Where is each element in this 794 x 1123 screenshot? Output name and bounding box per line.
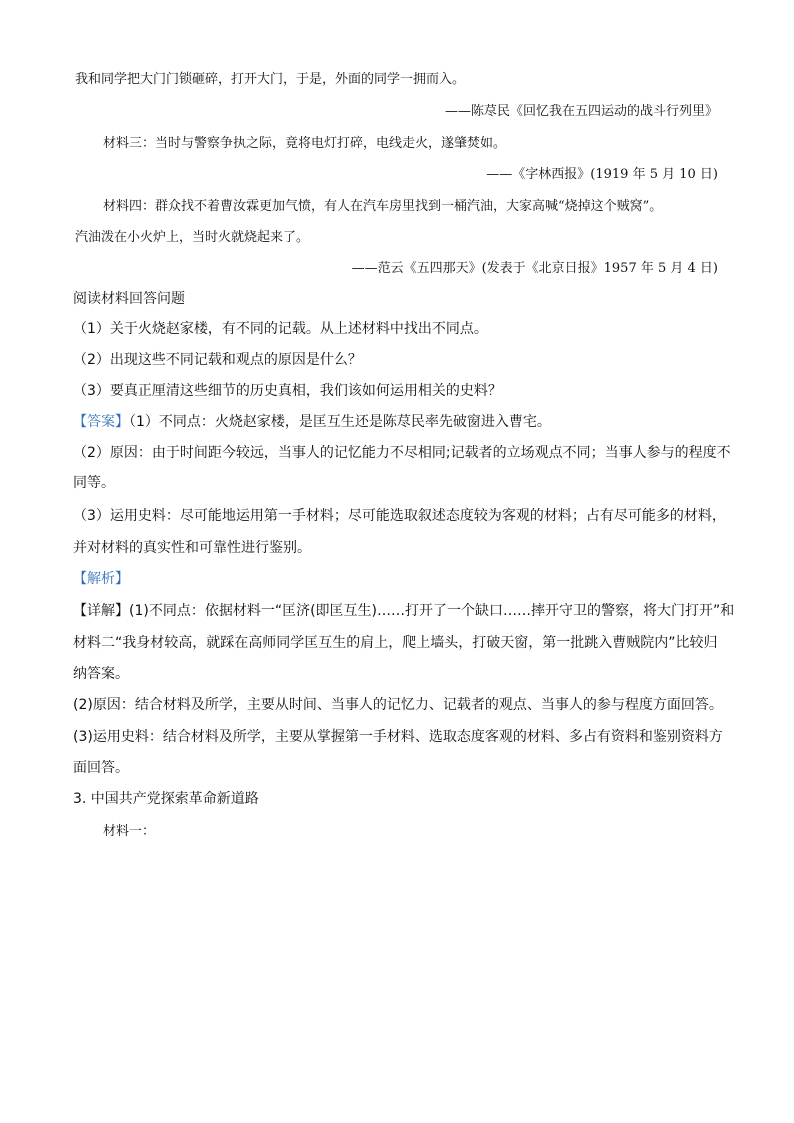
answer-2-cont: 同等。 xyxy=(73,475,115,491)
material-4-text: 材料四：群众找不着曹汝霖更加气愤，有人在汽车房里找到一桶汽油，大家高喊“烧掉这个贼窝”。 xyxy=(103,199,663,214)
answer-line-1 xyxy=(73,411,551,431)
detail-3-cont: 面回答。 xyxy=(73,760,129,776)
material-2-last-line: 我和同学把大门门锁砸碎，打开大门，于是，外面的同学一拥而入。 xyxy=(75,72,466,87)
section-3-material-1: 材料一： xyxy=(103,824,156,839)
material-3-text: 材料三：当时与警察争执之际，竟将电灯打碎，电线走火，遂肇焚如。 xyxy=(103,136,507,151)
material-4-source: ——范云《五四那天》(发表于《北京日报》1957 年 5 月 4 日) xyxy=(351,261,718,276)
answer-3-cont: 并对材料的真实性和可靠性进行鉴别。 xyxy=(73,540,311,556)
material-4-text-cont: 汽油泼在小火炉上，当时火就烧起来了。 xyxy=(75,230,310,245)
answer-1: （1）不同点：火烧赵家楼，是匡互生还是陈荩民率先破窗进入曹宅。 xyxy=(129,414,551,430)
question-3: （3）要真正厘清这些细节的历史真相，我们该如何运用相关的史料？ xyxy=(73,383,502,399)
detail-3: (3)运用史料：结合材料及所学，主要从掌握第一手材料、选取态度客观的材料、多占有资料和鉴别资料方 xyxy=(73,729,723,745)
answer-tag: 【答案】 xyxy=(73,414,129,430)
answer-2: （2）原因：由于时间距今较远，当事人的记忆能力不尽相同;记载者的立场观点不同；当事人参与的程度不 xyxy=(73,445,731,461)
detail-1: (1)不同点：依据材料一“匡济(即匡互生)……打开了一个缺口……摔开守卫的警察，将大门打开”和 xyxy=(129,603,735,619)
material-2-source: ——陈荩民《回忆我在五四运动的战斗行列里》 xyxy=(444,104,718,119)
detail-2: (2)原因：结合材料及所学，主要从时间、当事人的记忆力、记载者的观点、当事人的参与程度方面回答。 xyxy=(73,697,723,713)
question-2: （2）出现这些不同记载和观点的原因是什么？ xyxy=(73,352,362,368)
questions-intro: 阅读材料回答问题 xyxy=(73,291,185,307)
detail-1-end: 纳答案。 xyxy=(73,666,129,682)
detail-1-cont: 材料二“我身材较高，就踩在高师同学匡互生的肩上，爬上墙头，打破天窗，第一批跳入曹贼院内”比较归 xyxy=(73,635,718,651)
detail-tag: 【详解】 xyxy=(73,603,129,619)
section-3-title: 3. 中国共产党探索革命新道路 xyxy=(73,791,259,807)
question-1: （1）关于火烧赵家楼，有不同的记载。从上述材料中找出不同点。 xyxy=(73,321,488,337)
detail-line-1 xyxy=(73,600,734,620)
material-3-source: ——《字林西报》(1919 年 5 月 10 日) xyxy=(486,167,718,182)
analysis-tag: 【解析】 xyxy=(73,571,129,587)
answer-3: （3）运用史料：尽可能地运用第一手材料；尽可能选取叙述态度较为客观的材料；占有尽可能多的材料， xyxy=(73,508,726,524)
